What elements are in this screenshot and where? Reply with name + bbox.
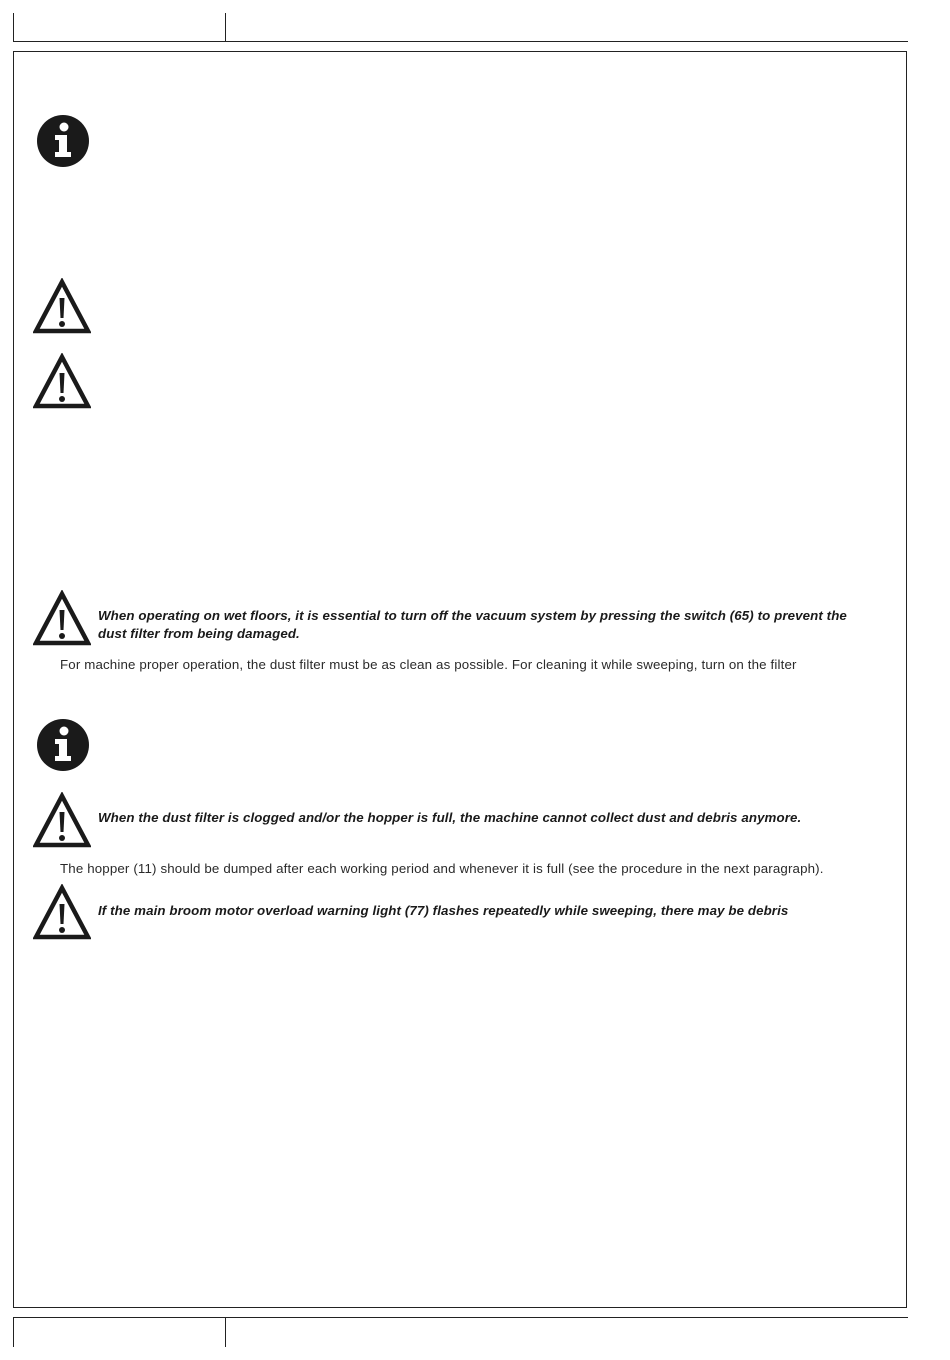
hopper-dump-paragraph: The hopper (11) should be dumped after each working period and whenever it is full (see the procedure in the next paragraph). xyxy=(60,861,824,876)
warning-triangle-icon xyxy=(33,353,91,411)
footer-left-tick xyxy=(13,1317,14,1347)
warning-triangle-icon xyxy=(33,590,91,648)
wet-floors-warning: When operating on wet floors, it is essential to turn off the vacuum system by pressing the switch (65) to prevent the dust filter from being damaged. xyxy=(98,608,847,641)
warning-triangle-icon xyxy=(33,792,91,850)
info-icon xyxy=(34,112,92,170)
header-left-tick xyxy=(13,13,14,41)
info-icon xyxy=(34,716,92,774)
footer-divider-tick xyxy=(225,1317,226,1347)
broom-overload-warning: If the main broom motor overload warning light (77) flashes repeatedly while sweeping, there may be debris xyxy=(98,903,789,918)
footer-rule xyxy=(13,1317,908,1318)
filter-clogged-warning: When the dust filter is clogged and/or the hopper is full, the machine cannot collect dust and debris anymore. xyxy=(98,810,802,825)
warning-triangle-icon xyxy=(33,278,91,336)
warning-triangle-icon xyxy=(33,884,91,942)
content-frame xyxy=(13,51,907,1308)
header-divider-tick xyxy=(225,13,226,41)
header-rule xyxy=(13,41,908,42)
filter-clean-paragraph: For machine proper operation, the dust filter must be as clean as possible. For cleaning it while sweeping, turn on the filter xyxy=(60,657,797,672)
